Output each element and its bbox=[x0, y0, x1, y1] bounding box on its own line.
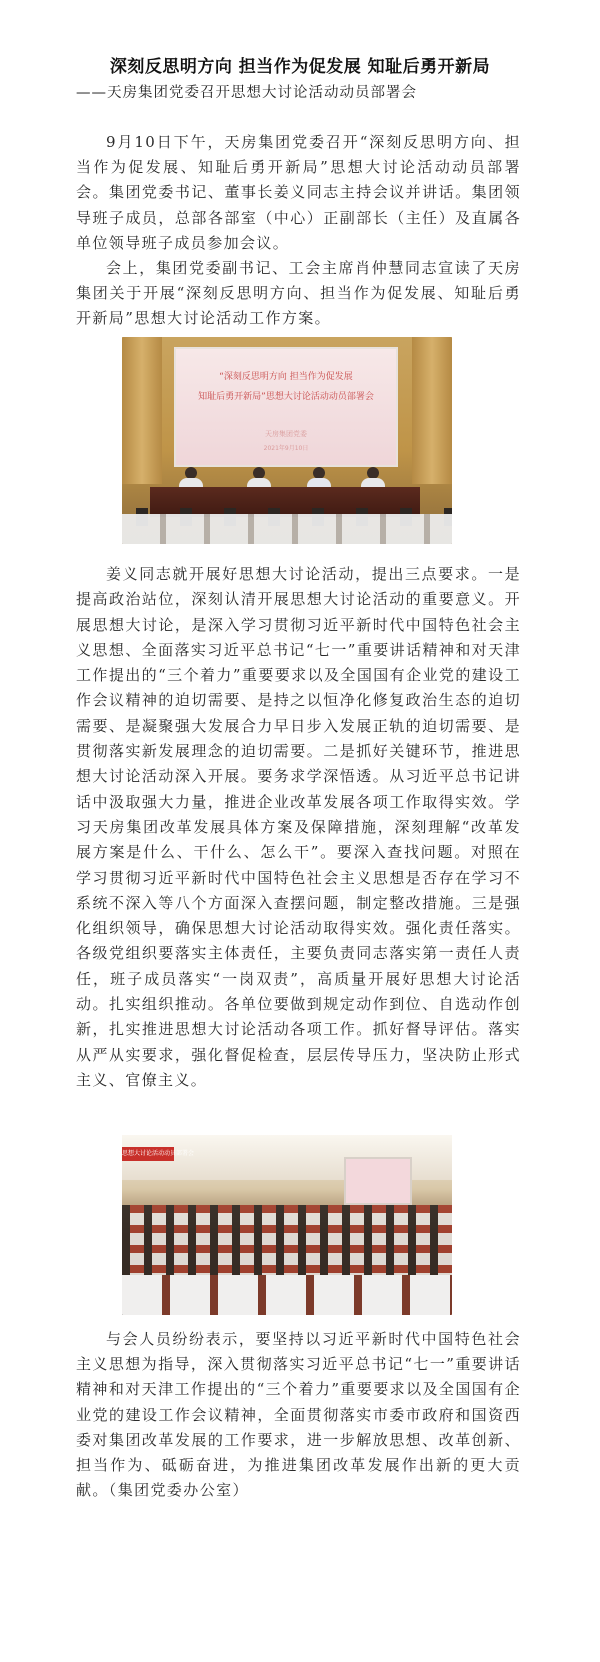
auditorium-photo bbox=[122, 1135, 452, 1315]
projection-screen bbox=[344, 1157, 412, 1205]
meeting-stage-photo bbox=[122, 337, 452, 544]
screen-date: 2021年9月10日 bbox=[263, 445, 309, 452]
paragraph-3: 姜义同志就开展好思想大讨论活动，提出三点要求。一是提高政治站位，深刻认清开展思想大讨论活动的重要意义。开展思想大讨论，是深入学习贯彻习近平新时代中国特色社会主义思想、全面落实习近平总书记“七一”重要讲话精神和对天津工作提出的“三个着力”重要要求以及全国国有企业党的建设工作会议精神的迫切需要、是持之以恒净化修复政治生态的迫切需要、是凝聚强大发展合力早日步入发展正轨的迫切需要、是贯彻落实新发展理念的迫切需要。二是抓好关键环节，推进思想大讨论活动深入开展。要务求学深悟透。从习近平总书记讲话中汲取强大力量，推进企业改革发展各项工作取得实效。学习天房集团改革发展具体方案及保障措施，深刻理解“改革发展方案是什么、干什么、怎么干”。要深入查找问题。对照在学习贯彻习近平新时代中国特色社会主义思想是否存在学习不系统不深入等八个方面深入查摆问题，制定整改措施。三是强化组织领导，确保思想大讨论活动取得实效。强化责任落实。各级党组织要落实主体责任，主要负责同志落实第一责任人责任，班子成员落实“一岗双责”，高质量开展好思想大讨论活动。扎实组织推动。各单位要做到规定动作到位、自选动作创新，扎实推进思想大讨论活动各项工作。抓好督导评估。落实从严从实要求，强化督促检查，层层传导压力，坚决防止形式主义、官僚主义。 bbox=[76, 565, 521, 1089]
front-row-chairs bbox=[122, 1275, 452, 1315]
projection-screen bbox=[174, 347, 398, 467]
red-banner bbox=[122, 1147, 195, 1161]
article-title: 深刻反思明方向 担当作为促发展 知耻后勇开新局 bbox=[109, 57, 491, 77]
screen-org: 天房集团党委 bbox=[265, 430, 307, 438]
paragraph-2: 会上，集团党委副书记、工会主席肖仲慧同志宣读了天房集团关于开展“深刻反思明方向、担当作为促发展、知耻后勇开新局”思想大讨论活动工作方案。 bbox=[76, 259, 521, 328]
red-banner-text: 思想大讨论活动动员部署会 bbox=[122, 1150, 195, 1157]
paragraph-4: 与会人员纷纷表示，要坚持以习近平新时代中国特色社会主义思想为指导，深入贯彻落实习近平总书记“七一”重要讲话精神和对天津工作提出的“三个着力”重要要求以及全国国有企业党的建设工作会议精神，全面贯彻落实市委市政府和国资西委对集团改革发展的工作要求，进一步解放思想、改革创新、担当作为、砥砺奋进，为推进集团改革发展作出新的更大贡献。（集团党委办公室） bbox=[76, 1330, 521, 1500]
screen-line-2: 知耻后勇开新局”思想大讨论活动动员部署会 bbox=[198, 392, 374, 402]
paragraph-1: 9月10日下午，天房集团党委召开“深刻反思明方向、担当作为促发展、知耻后勇开新局”思想大讨论活动动员部署会。集团党委书记、董事长姜义同志主持会议并讲话。集团领导班子成员，总部各部室（中心）正副部长（主任）及直属各单位领导班子成员参加会议。 bbox=[76, 133, 521, 252]
audience-chairs bbox=[122, 514, 452, 544]
article-subtitle: ——天房集团党委召开思想大讨论活动动员部署会 bbox=[76, 85, 417, 101]
screen-line-1: “深刻反思明方向 担当作为促发展 bbox=[219, 372, 353, 382]
